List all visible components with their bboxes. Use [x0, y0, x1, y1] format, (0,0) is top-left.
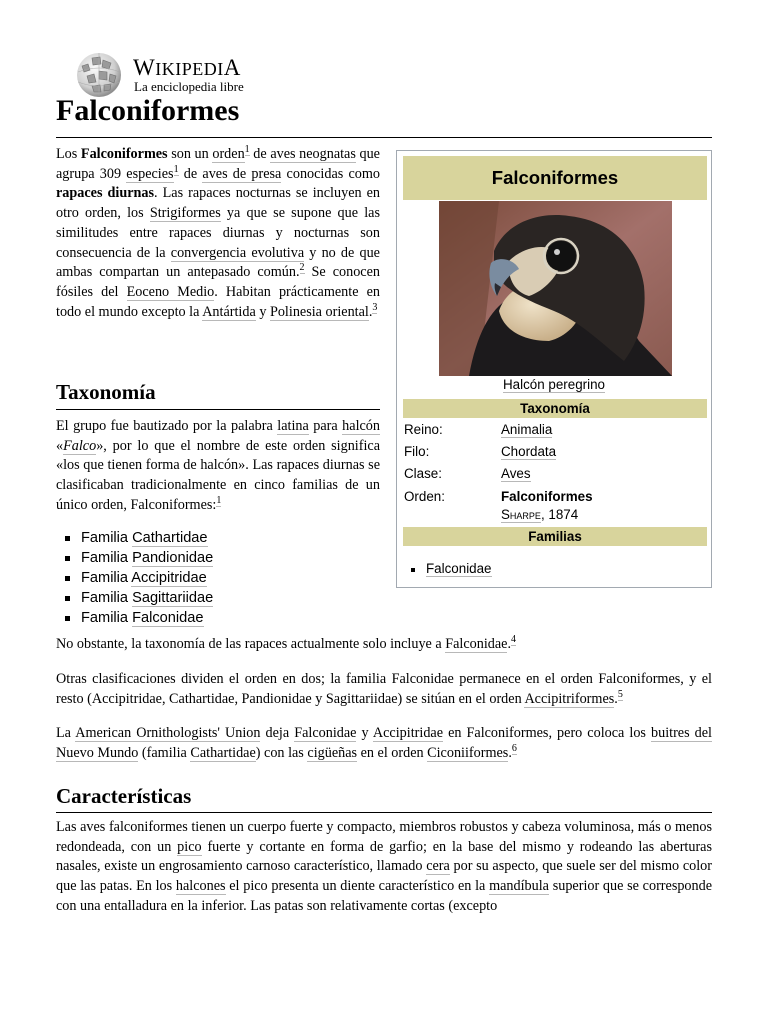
- link-latina[interactable]: latina: [277, 418, 309, 434]
- family-list: [62, 528, 213, 628]
- link-falco[interactable]: Falco: [63, 437, 97, 454]
- ref-6[interactable]: 6: [511, 742, 517, 754]
- link-falconidae[interactable]: Falconidae: [445, 636, 508, 652]
- ref-5[interactable]: 5: [617, 688, 623, 700]
- link-especies[interactable]: especies: [126, 165, 174, 182]
- link-antartida[interactable]: Antártida: [202, 303, 256, 320]
- link-halcones[interactable]: halcones: [175, 878, 226, 895]
- link-halcon-peregrino[interactable]: Halcón peregrino: [503, 377, 605, 392]
- link-polinesia-oriental[interactable]: Polinesia oriental: [269, 303, 369, 320]
- ref-2[interactable]: 2: [299, 262, 305, 274]
- link-falconidae[interactable]: Falconidae: [294, 725, 357, 741]
- authority: Sharpe, 1874: [501, 507, 579, 522]
- taxonomia-paragraph-2: No obstante, la taxonomía de las rapaces actualmente solo incluye a Falconidae.$^4$: [56, 634, 517, 652]
- link-sagittariidae[interactable]: Sagittariidae: [132, 590, 214, 606]
- heading-underline: [56, 812, 712, 813]
- taxobox: [396, 150, 712, 588]
- taxobox-title: Falconiformes: [403, 156, 707, 200]
- link-convergencia-evolutiva[interactable]: convergencia evolutiva: [170, 244, 305, 261]
- link-cathartidae[interactable]: Cathartidae: [190, 744, 256, 761]
- link-sharpe[interactable]: Sharpe: [501, 507, 541, 522]
- intro-paragraph: Los Falconiformes son un orden$^1$ de aves neognatas que agrupa 309 especies$^1$ de aves de presa conocidas como rapaces diurnas. Las rapaces nocturnas se incluyen en otro orden, los Strigiformes ya que se supone que las similitudes entre rapaces diurnas y nocturnas son consecuencia de la convergencia evolutiva y no de que ambas compartan un antepasado común.$^2$ Se conocen fósiles del Eoceno Medio. Habitan prácticamente en todo el mundo excepto la Antártida y Polinesia oriental.$^3$: [56, 144, 380, 320]
- ref-1[interactable]: 1: [216, 494, 222, 506]
- list-item: Familia Cathartidae: [62, 528, 213, 548]
- row-label-filo: Filo:: [404, 444, 430, 459]
- wikipedia-wordmark: WIKIPEDIA: [133, 55, 241, 80]
- link-cera[interactable]: cera: [426, 858, 450, 875]
- link-aou[interactable]: American Ornithologists' Union: [75, 725, 261, 741]
- link-aves-neognatas[interactable]: aves neognatas: [270, 146, 356, 162]
- link-mandibula[interactable]: mandíbula: [489, 878, 549, 895]
- link-ciconiiformes[interactable]: Ciconiiformes: [427, 744, 509, 761]
- taxonomia-paragraph: El grupo fue bautizado por la palabra latina para halcón «Falco», por lo que el nombre de este orden significa «los que tienen forma de halcón». Las rapaces diurnas se clasificaban tradicionalmente en cinco familias de un único orden, Falconiformes:$^1$: [56, 418, 380, 513]
- row-label-orden: Orden:: [404, 489, 445, 504]
- wikipedia-logo[interactable]: [74, 52, 254, 100]
- heading-taxonomia: Taxonomía: [56, 380, 156, 404]
- caracteristicas-paragraph: Las aves falconiformes tienen un cuerpo fuerte y compacto, miembros robustos y cabeza voluminosa, más o menos redondeada, con un pico fuerte y cortante en forma de garfio; en la base del mismo y rodeando las aberturas nasales, existe un engrosamiento carnoso característico, llamado cera por su aspecto, que suele ser del mismo color que las patas. En los halcones el pico presenta un diente característico en la mandíbula superior que se corresponde con una entalladura en la inferior. Las patas son relativamente cortas (excepto: [56, 819, 713, 914]
- link-chordata[interactable]: Chordata: [501, 444, 557, 459]
- link-ciguenas[interactable]: cigüeñas: [307, 744, 358, 761]
- orden-value: Falconiformes: [501, 489, 593, 504]
- link-halcon[interactable]: halcón: [342, 418, 380, 434]
- row-label-clase: Clase:: [404, 466, 442, 481]
- link-aves-de-presa[interactable]: aves de presa: [202, 165, 282, 182]
- heading-caracteristicas: Características: [56, 784, 192, 808]
- taxobox-section-familias: Familias: [403, 527, 707, 546]
- link-falconidae[interactable]: Falconidae: [426, 561, 492, 576]
- heading-underline: [56, 409, 380, 410]
- link-pandionidae[interactable]: Pandionidae: [132, 550, 214, 566]
- taxobox-section-taxonomia: Taxonomía: [403, 399, 707, 418]
- taxonomia-paragraph-3: Otras clasificaciones dividen el orden en dos; la familia Falconidae permanece en el orden Falconiformes, y el resto (Accipitridae, Cathartidae, Pandionidae y Sagittariidae) se sitúan en el orden Accipitriformes.$^5$: [56, 671, 712, 707]
- link-aves[interactable]: Aves: [501, 466, 531, 481]
- link-accipitridae[interactable]: Accipitridae: [131, 570, 207, 586]
- list-item: Familia Accipitridae: [62, 568, 213, 588]
- link-accipitriformes[interactable]: Accipitriformes: [524, 690, 615, 707]
- link-strigiformes[interactable]: Strigiformes: [149, 205, 221, 222]
- link-accipitridae[interactable]: Accipitridae: [372, 725, 444, 741]
- link-pico[interactable]: pico: [177, 838, 202, 855]
- list-item: Familia Falconidae: [62, 608, 213, 628]
- link-buitres-nuevo-mundo[interactable]: buitres del Nuevo Mundo: [56, 725, 712, 761]
- title-underline: [56, 137, 712, 138]
- link-orden[interactable]: orden: [212, 146, 245, 162]
- row-label-reino: Reino:: [404, 422, 443, 437]
- ref-4[interactable]: 4: [511, 634, 517, 645]
- ref-1[interactable]: 1: [244, 144, 250, 155]
- bullet: [411, 568, 415, 572]
- image-caption: [397, 377, 711, 392]
- link-eoceno-medio[interactable]: Eoceno Medio: [126, 283, 215, 300]
- link-falconidae[interactable]: Falconidae: [132, 610, 204, 626]
- page-title: Falconiformes: [56, 94, 240, 127]
- wikipedia-globe-icon: [74, 52, 124, 98]
- link-animalia[interactable]: Animalia: [501, 422, 553, 437]
- taxonomia-paragraph-4: La American Ornithologists' Union deja Falconidae y Accipitridae en Falconiformes, pero coloca los buitres del Nuevo Mundo (familia Cathartidae) con las cigüeñas en el orden Ciconiiformes.$^6$: [56, 725, 712, 761]
- list-item: Familia Pandionidae: [62, 548, 213, 568]
- wikipedia-tagline: La enciclopedia libre: [134, 79, 244, 94]
- ref-3[interactable]: 3: [372, 301, 378, 313]
- falcon-image[interactable]: [439, 201, 672, 376]
- link-cathartidae[interactable]: Cathartidae: [132, 530, 208, 546]
- list-item: Familia Sagittariidae: [62, 588, 213, 608]
- ref-1[interactable]: 1: [173, 163, 179, 175]
